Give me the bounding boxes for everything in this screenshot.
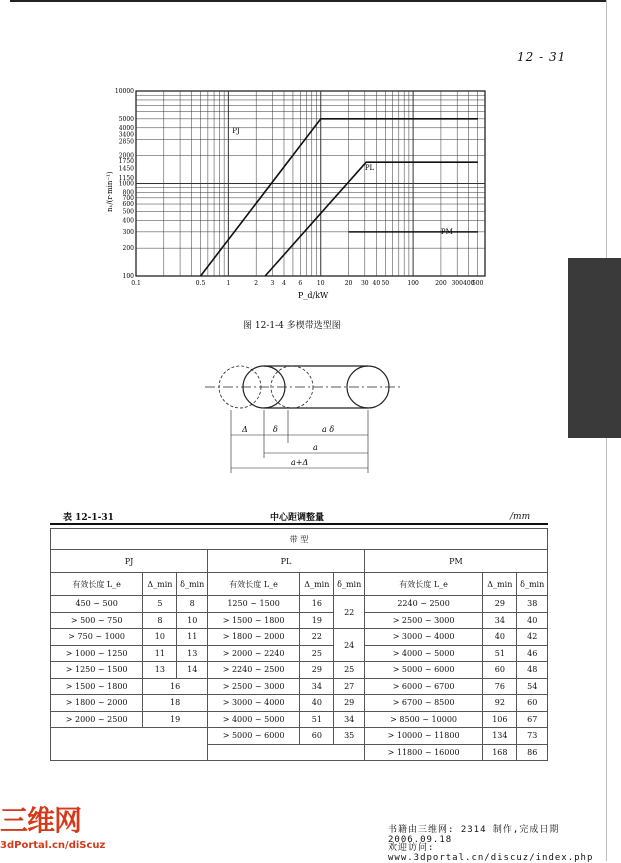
- y-tick-label: 4000: [118, 124, 134, 132]
- table-cell: 54: [517, 678, 548, 695]
- y-tick-label: 10000: [114, 88, 134, 95]
- table-cell: 67: [517, 711, 548, 728]
- x-tick-label: 1: [226, 280, 231, 287]
- table-cell: 51: [300, 711, 334, 728]
- table-cell: > 1500 ~ 1800: [51, 678, 143, 695]
- table-row: [51, 629, 548, 646]
- y-tick-label: 800: [122, 189, 134, 197]
- logo-mark: 三维网: [0, 804, 82, 837]
- table-cell: 40: [517, 612, 548, 629]
- table-cell: 450 ~ 500: [51, 596, 143, 613]
- table-cell: > 500 ~ 750: [51, 612, 143, 629]
- table-cell: 1250 ~ 1500: [207, 596, 299, 613]
- table-unit: /mm: [510, 512, 531, 522]
- x-tick-label: 2: [254, 280, 259, 287]
- table-cell: 60: [517, 695, 548, 712]
- table-group-row: [51, 550, 548, 573]
- band-header: 带 型: [51, 529, 548, 550]
- table-cell: 27: [334, 678, 364, 695]
- group-pm: PM: [364, 550, 547, 573]
- x-tick-label: 500: [471, 280, 484, 287]
- center-distance-diagram: [200, 355, 410, 480]
- y-tick-label: 100: [122, 273, 134, 280]
- group-pl: PL: [207, 550, 364, 573]
- table-cell: 40: [300, 695, 334, 712]
- table-cell: > 1800 ~ 2000: [51, 695, 143, 712]
- table-cell: 14: [177, 662, 207, 679]
- site-logo: [0, 806, 130, 861]
- table-header-row: [51, 529, 548, 550]
- y-tick-label: 400: [122, 217, 134, 225]
- label-a-plus-delta: a+Δ: [291, 458, 309, 467]
- x-tick-label: 20: [344, 280, 353, 287]
- table-cell: > 2000 ~ 2240: [207, 645, 299, 662]
- table-number: 表 12-1-31: [63, 513, 114, 523]
- center-distance-table: [50, 528, 548, 761]
- table-cell: > 5000 ~ 6000: [207, 728, 299, 745]
- y-axis-label: n₁/(r·min⁻¹): [106, 171, 114, 212]
- table-cell: > 6700 ~ 8500: [364, 695, 482, 712]
- page-number: 12 - 31: [517, 50, 567, 64]
- table-cell: > 2000 ~ 2500: [51, 711, 143, 728]
- y-tick-label: 2000: [118, 152, 134, 160]
- table-cell: 16: [300, 596, 334, 613]
- table-cell: 60: [300, 728, 334, 745]
- table-cell: 35: [334, 728, 364, 745]
- series-label-pl: PL: [364, 163, 375, 172]
- label-a-delta: a δ: [322, 425, 335, 434]
- table-row: [51, 711, 548, 728]
- y-tick-label: 1000: [118, 180, 134, 188]
- table-cell: > 2500 ~ 3000: [364, 612, 482, 629]
- table-cell: 8: [177, 596, 207, 613]
- table-cell: > 1800 ~ 2000: [207, 629, 299, 646]
- y-tick-label: 5000: [118, 115, 134, 123]
- col-length: 有效长度 L_e: [207, 573, 299, 596]
- table-cell: 5: [143, 596, 177, 613]
- table-cell: 48: [517, 662, 548, 679]
- table-cell: > 1500 ~ 1800: [207, 612, 299, 629]
- table-cell: 13: [143, 662, 177, 679]
- x-tick-label: 0.5: [195, 280, 206, 287]
- x-tick-label: 4: [282, 280, 286, 287]
- table-cell: 76: [483, 678, 517, 695]
- label-delta: Δ: [242, 425, 248, 434]
- y-tick-label: 500: [122, 208, 134, 216]
- table-cell: 24: [334, 629, 364, 662]
- series-line-pj: [201, 119, 478, 276]
- footer-url: 欢迎访问: www.3dportal.cn/discuz/index.php: [388, 843, 594, 863]
- table-cell: 34: [334, 711, 364, 728]
- selection-chart: [100, 82, 500, 302]
- col-delta: Δ_min: [143, 573, 177, 596]
- x-axis-label: P_d/kW: [298, 291, 329, 300]
- table-cell: > 1000 ~ 1250: [51, 645, 143, 662]
- table-cell: 11: [143, 645, 177, 662]
- y-tick-label: 600: [122, 201, 134, 209]
- x-tick-label: 3: [270, 280, 275, 287]
- table-cell: 25: [300, 645, 334, 662]
- chart-series: [201, 119, 478, 276]
- table-cell: 10: [143, 629, 177, 646]
- label-delta2: δ: [273, 425, 278, 434]
- label-a: a: [313, 443, 318, 452]
- table-cell: 29: [300, 662, 334, 679]
- x-tick-label: 200: [435, 280, 447, 287]
- col-length: 有效长度 L_e: [51, 573, 143, 596]
- table-cell: 134: [483, 728, 517, 745]
- thumb-tab: [568, 258, 621, 438]
- x-tick-label: 50: [381, 280, 390, 287]
- table-cell: > 8500 ~ 10000: [364, 711, 482, 728]
- table-cell: 10: [177, 612, 207, 629]
- table-cell: [51, 728, 208, 761]
- table-cell: 18: [143, 695, 208, 712]
- table-top-rule: [50, 523, 548, 525]
- x-tick-label: 6: [298, 280, 303, 287]
- series-label-pm: PM: [440, 227, 453, 236]
- table-cell: > 3000 ~ 4000: [364, 629, 482, 646]
- table-cell: > 10000 ~ 11800: [364, 728, 482, 745]
- table-cell: 16: [143, 678, 208, 695]
- table-cell: 22: [300, 629, 334, 646]
- table-cell: 11: [177, 629, 207, 646]
- col-delta: Δ_min: [483, 573, 517, 596]
- table-cell: 51: [483, 645, 517, 662]
- table-cell: 29: [483, 596, 517, 613]
- table-cell: 42: [517, 629, 548, 646]
- table-cell: > 4000 ~ 5000: [207, 711, 299, 728]
- col-delta2: δ_min: [334, 573, 364, 596]
- y-tick-label: 700: [122, 194, 134, 202]
- table-cell: 2240 ~ 2500: [364, 596, 482, 613]
- table-row: [51, 695, 548, 712]
- table-cell: > 2500 ~ 3000: [207, 678, 299, 695]
- table-cell: > 750 ~ 1000: [51, 629, 143, 646]
- table-cell: 22: [334, 596, 364, 629]
- table-cell: 92: [483, 695, 517, 712]
- y-tick-label: 300: [122, 228, 134, 236]
- table-cell: [207, 744, 364, 761]
- x-tick-label: 10: [316, 280, 325, 287]
- table-cell: > 4000 ~ 5000: [364, 645, 482, 662]
- col-delta2: δ_min: [517, 573, 548, 596]
- logo-url: 3dPortal.cn/diScuz: [0, 840, 106, 851]
- top-rule: [10, 0, 606, 2]
- table-cell: > 6000 ~ 6700: [364, 678, 482, 695]
- x-tick-label: 30: [360, 280, 369, 287]
- table-row: [51, 612, 548, 629]
- y-tick-label: 3400: [118, 131, 134, 139]
- x-tick-label: 100: [407, 280, 419, 287]
- y-tick-label: 1450: [118, 165, 134, 173]
- y-tick-label: 2850: [118, 138, 134, 146]
- col-delta: Δ_min: [300, 573, 334, 596]
- table-cell: 60: [483, 662, 517, 679]
- y-tick-label: 200: [122, 245, 134, 253]
- table-cell: 73: [517, 728, 548, 745]
- table-cell: 19: [300, 612, 334, 629]
- table-cell: 106: [483, 711, 517, 728]
- table-cell: > 5000 ~ 6000: [364, 662, 482, 679]
- table-cell: 38: [517, 596, 548, 613]
- table-cell: 19: [143, 711, 208, 728]
- table-cell: > 11800 ~ 16000: [364, 744, 482, 761]
- table-cell: 46: [517, 645, 548, 662]
- y-tick-label: 1150: [118, 174, 134, 182]
- table-cell: 40: [483, 629, 517, 646]
- series-line-pl: [265, 162, 478, 276]
- table-row: [51, 645, 548, 662]
- series-label-pj: PJ: [232, 127, 240, 136]
- table-cell: 168: [483, 744, 517, 761]
- table-row: [51, 728, 548, 745]
- figure-caption: 图 12-1-4 多楔带选型图: [243, 321, 341, 331]
- table-cell: > 3000 ~ 4000: [207, 695, 299, 712]
- table-cell: > 2240 ~ 2500: [207, 662, 299, 679]
- table-row: [51, 662, 548, 679]
- x-tick-label: 40: [372, 280, 381, 287]
- col-length: 有效长度 L_e: [364, 573, 482, 596]
- table-cell: 8: [143, 612, 177, 629]
- group-pj: PJ: [51, 550, 208, 573]
- table-cell: 34: [483, 612, 517, 629]
- table-row: [51, 596, 548, 613]
- col-delta2: δ_min: [177, 573, 207, 596]
- y-tick-label: 1750: [118, 158, 134, 166]
- table-cell: 86: [517, 744, 548, 761]
- table-cell: 25: [334, 662, 364, 679]
- x-tick-label: 0.1: [131, 280, 141, 287]
- table-row: [51, 678, 548, 695]
- table-cell: 29: [334, 695, 364, 712]
- x-tick-label: 300: [451, 280, 463, 287]
- x-tick-label: 400: [463, 280, 475, 287]
- table-title: 中心距调整量: [270, 513, 325, 523]
- table-cell: 13: [177, 645, 207, 662]
- footer-credit: 书籍由三维网: 2314 制作,完成日期2006.09.18: [388, 825, 560, 845]
- table-column-row: [51, 573, 548, 596]
- table-cell: 34: [300, 678, 334, 695]
- table-cell: > 1250 ~ 1500: [51, 662, 143, 679]
